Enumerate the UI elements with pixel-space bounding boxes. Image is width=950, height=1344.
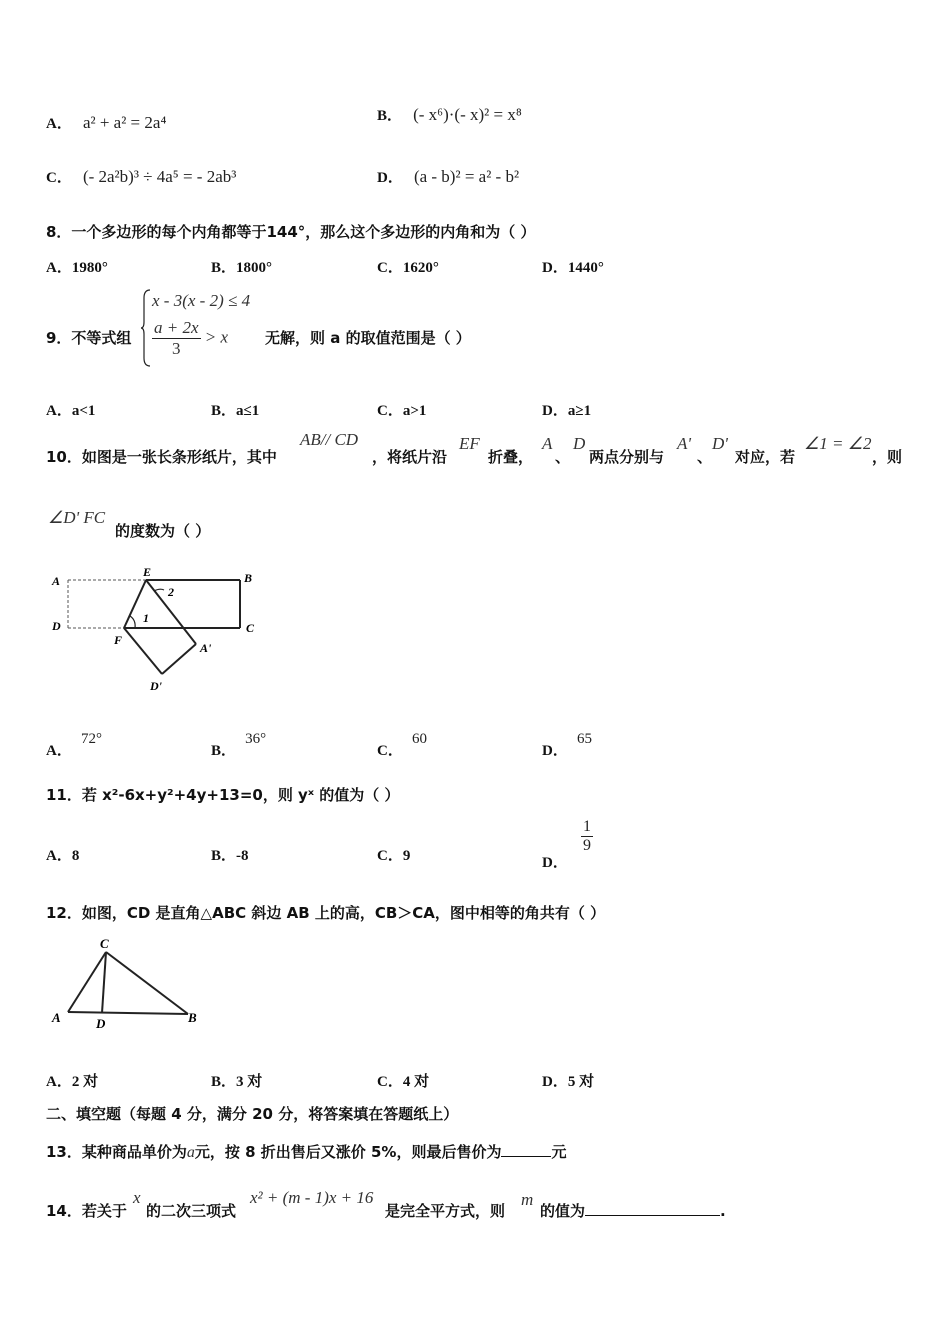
q9-option-a: A．a<1 [46, 403, 96, 419]
answer-blank[interactable] [585, 1215, 720, 1216]
q12-option-d: D．5 对 [542, 1074, 595, 1090]
option-label: A． [46, 116, 72, 132]
q10-text-3: 折叠， [488, 448, 534, 466]
fraction-denominator: 9 [582, 837, 591, 854]
q13-var-a: a [186, 1144, 195, 1161]
question-8-text: 8．一个多边形的每个内角都等于144°，那么这个多边形的内角和为（ ） [46, 223, 536, 241]
option-value: 65 [576, 731, 592, 747]
q14-expression: x² + (m - 1)x + 16 [250, 1188, 374, 1207]
q7-option-c [46, 166, 236, 187]
q14-text-5: . [720, 1202, 726, 1220]
fraction [581, 818, 593, 855]
q11-option-c: C．9 [377, 848, 411, 864]
label-b: B [244, 571, 253, 585]
q12-option-b: B．3 对 [211, 1074, 263, 1090]
math-expression: a² + a² = 2a⁴ [82, 113, 167, 132]
question-9-prefix: 9．不等式组 [46, 329, 132, 347]
fraction [152, 318, 201, 359]
option-label: D． [542, 743, 568, 759]
inequality-line-1: x - 3(x - 2) ≤ 4 [152, 291, 251, 310]
q14-text-4: 的值为 [540, 1202, 586, 1220]
q10-text-1: 10．如图是一张长条形纸片，其中 [46, 448, 277, 466]
label-d-prime: D' [150, 679, 162, 693]
q13-text-2: 元，按 8 折出售后又涨价 5%，则最后售价为 [194, 1143, 502, 1161]
q11-option-a: A．8 [46, 848, 80, 864]
answer-blank[interactable] [501, 1156, 551, 1157]
question-12-text: 12．如图，CD 是直角△ABC 斜边 AB 上的高，CB＞CA，图中相等的角共有（ ） [46, 904, 606, 922]
q14-text-3: 是完全平方式，则 [385, 1202, 506, 1220]
question-11-text: 11．若 x²-6x+y²+4y+13=0，则 yˣ 的值为（ ） [46, 786, 400, 804]
option-label: C． [377, 743, 403, 759]
q7-option-b [377, 104, 522, 125]
label-d: D [96, 1016, 106, 1031]
brace-icon [140, 288, 152, 368]
q10-math-a: A [542, 434, 553, 453]
q10-text-2: ，将纸片沿 [372, 448, 448, 466]
option-value: 60 [411, 731, 427, 747]
q10-option-a [46, 731, 102, 760]
section-2-title: 二、填空题（每题 4 分，满分 20 分，将答案填在答题纸上） [46, 1105, 459, 1123]
label-angle-1: 1 [143, 611, 149, 625]
q11-option-d [542, 818, 593, 871]
q8-option-a: A．1980° [46, 260, 108, 276]
q7-option-a [46, 112, 166, 133]
q8-option-d: D．1440° [542, 260, 604, 276]
option-label: C． [46, 170, 72, 186]
label-f: F [114, 633, 123, 647]
q10-math-angle: ∠D' FC [48, 508, 106, 527]
q10-text-8: ，则 [872, 448, 903, 466]
label-a-prime: A' [200, 641, 212, 655]
label-e: E [143, 565, 152, 579]
label-b: B [188, 1010, 197, 1025]
label-a: A [52, 1010, 61, 1025]
option-label: B． [377, 108, 403, 124]
q10-text-6: 、 [697, 448, 713, 466]
label-a: A [52, 574, 61, 588]
q7-option-d [377, 166, 519, 187]
question-9-suffix: 无解，则 a 的取值范围是（ ） [265, 329, 471, 347]
label-c: C [100, 936, 109, 951]
option-label: D． [542, 855, 568, 871]
q10-folded-strip-figure [44, 564, 274, 698]
math-expression: (- x⁶)·(- x)² = x⁸ [413, 105, 522, 124]
q10-text-4: 、 [555, 448, 571, 466]
question-13 [46, 1141, 566, 1162]
q10-math-d: D [573, 434, 586, 453]
fraction-denominator: 3 [172, 339, 181, 358]
q11-option-b: B．-8 [211, 848, 249, 864]
question-14-text-2: 的二次三项式 [146, 1202, 237, 1220]
q14-var-m: m [521, 1190, 534, 1209]
q8-option-b: B．1800° [211, 260, 273, 276]
fraction-numerator: a + 2x [154, 318, 199, 337]
label-c: C [246, 621, 255, 635]
q10-text-9: 的度数为（ ） [115, 522, 211, 540]
q9-option-c: C．a>1 [377, 403, 427, 419]
q10-math-ef: EF [459, 434, 480, 453]
option-value: 72° [80, 731, 102, 747]
inequality-relation: > x [204, 327, 229, 347]
q10-math-parallel: AB// CD [300, 430, 359, 449]
q10-option-d [542, 731, 592, 760]
q9-option-d: D．a≥1 [542, 403, 592, 419]
q13-text-1: 13．某种商品单价为 [46, 1143, 187, 1161]
option-label: A． [46, 743, 72, 759]
fraction-numerator: 1 [582, 818, 591, 835]
option-label: D． [377, 170, 403, 186]
option-value: 36° [245, 731, 267, 747]
q10-text-7: 对应，若 [735, 448, 796, 466]
q9-option-b: B．a≤1 [211, 403, 260, 419]
inequality-line-2 [152, 318, 228, 359]
math-expression: (a - b)² = a² - b² [413, 167, 520, 186]
question-14 [385, 1200, 505, 1221]
label-d: D [52, 619, 61, 633]
question-14-tail [540, 1200, 726, 1221]
q10-math-d-prime: D' [712, 434, 728, 453]
q14-var-x: x [133, 1188, 141, 1207]
q10-option-b [211, 731, 267, 760]
q10-math-angle-equal: ∠1 = ∠2 [804, 434, 872, 453]
q8-option-c: C．1620° [377, 260, 439, 276]
question-14-text-1: 14．若关于 [46, 1202, 127, 1220]
q10-option-c [377, 731, 427, 760]
option-label: B． [211, 743, 237, 759]
q10-math-a-prime: A' [677, 434, 692, 453]
q12-option-c: C．4 对 [377, 1074, 430, 1090]
label-angle-2: 2 [168, 585, 174, 599]
q10-text-5: 两点分别与 [589, 448, 665, 466]
q13-text-3: 元 [551, 1143, 567, 1161]
q12-option-a: A．2 对 [46, 1074, 99, 1090]
math-expression: (- 2a²b)³ ÷ 4a⁵ = - 2ab³ [82, 167, 237, 186]
q12-right-triangle-figure [48, 934, 208, 1034]
